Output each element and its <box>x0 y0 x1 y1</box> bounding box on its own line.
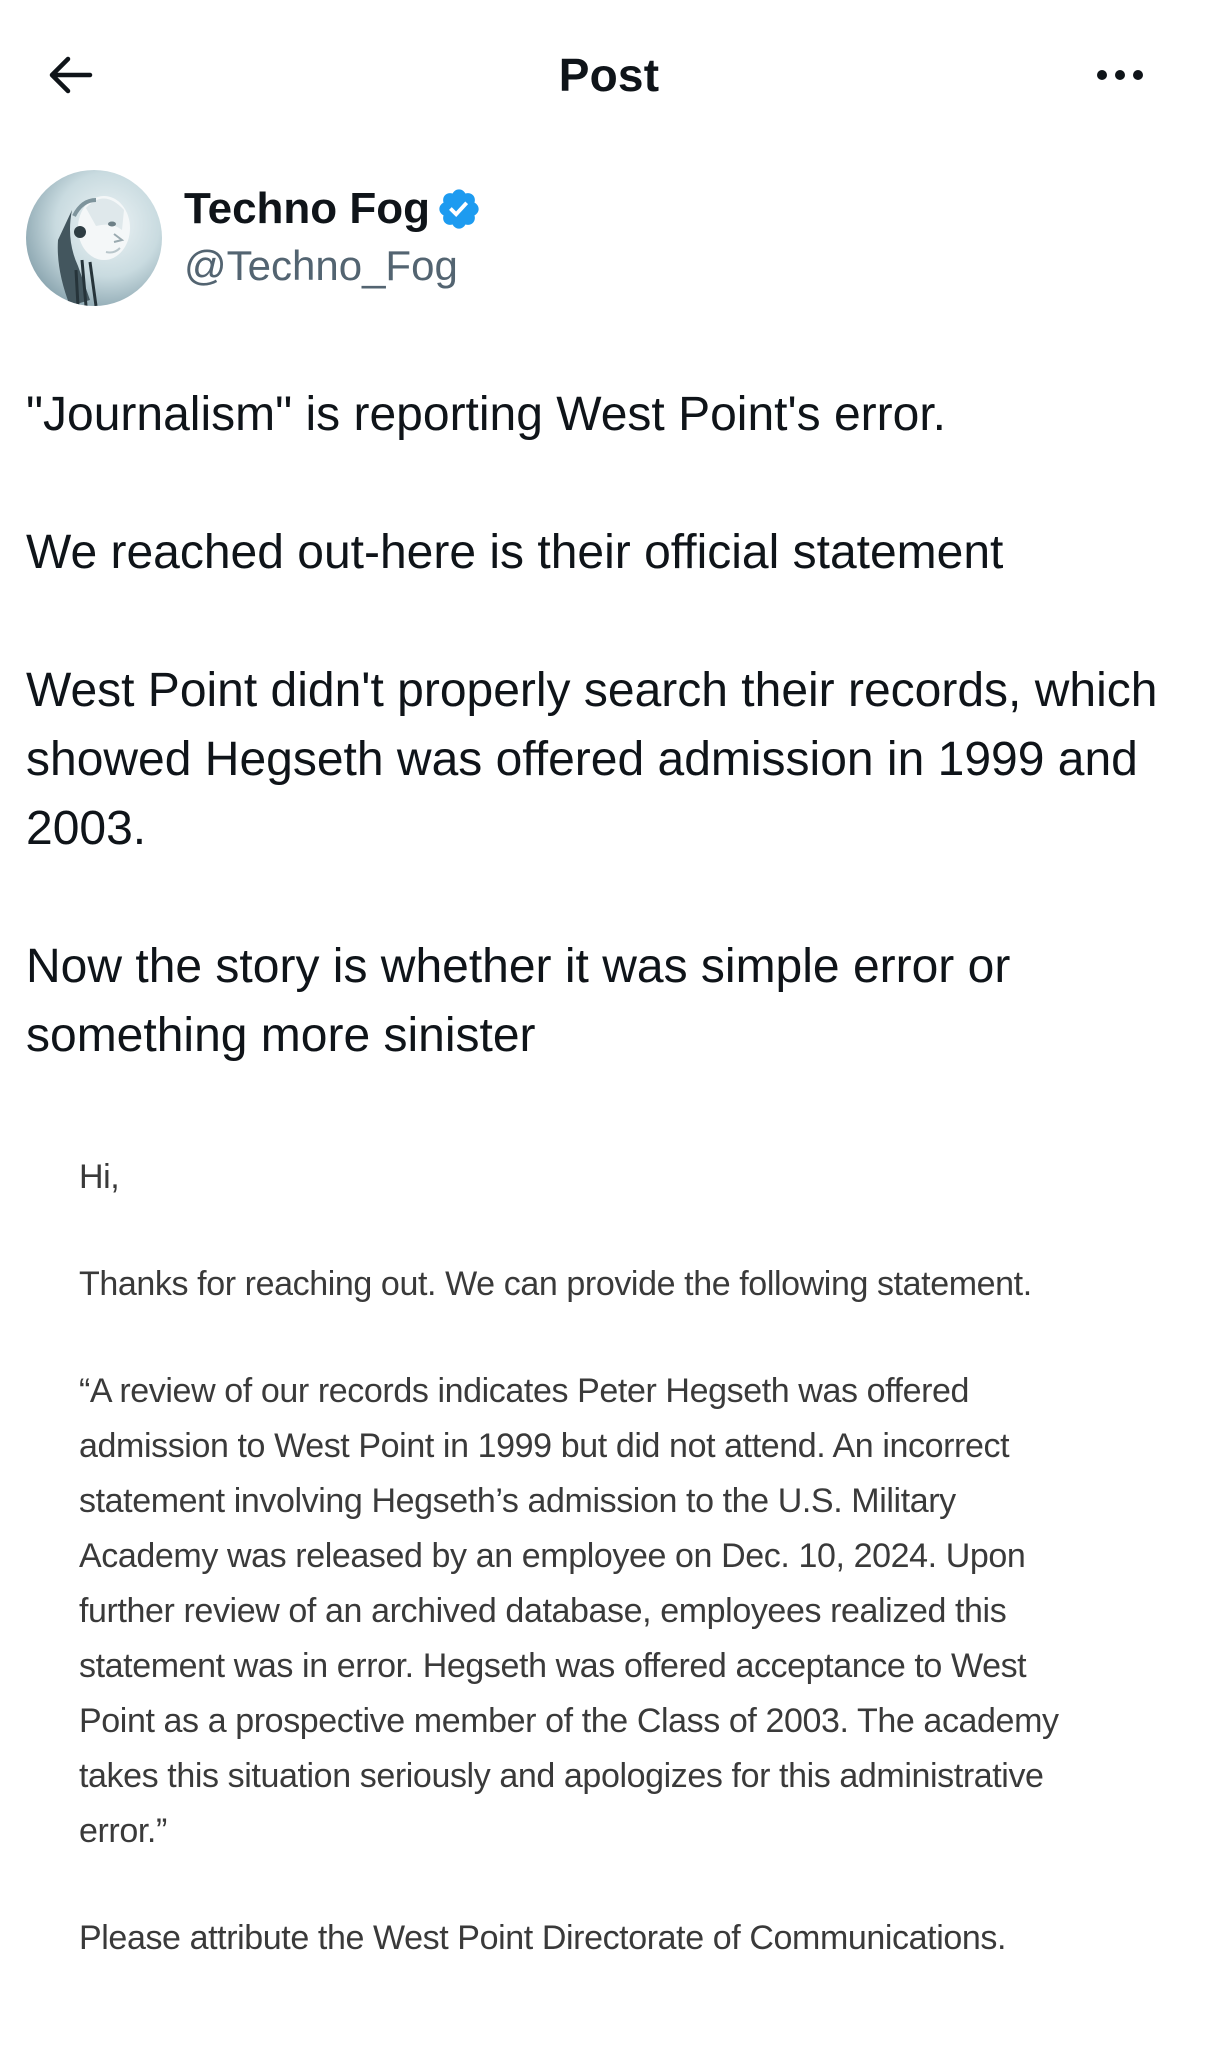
quote-line: further review of an archived database, employees realized this <box>79 1592 1007 1630</box>
tweet-paragraph: West Point didn't properly search their records, which showed Hegseth was offered admission in 1999 and 2003. <box>26 664 1158 855</box>
author-header <box>26 170 826 310</box>
tweet-paragraph: Now the story is whether it was simple error or something more sinister <box>26 940 1011 1062</box>
letter-quote <box>79 1364 1189 1859</box>
avatar[interactable] <box>26 170 162 306</box>
quote-line: “A review of our records indicates Peter Hegseth was offered <box>79 1372 970 1410</box>
quote-line: error.” <box>79 1812 167 1850</box>
tweet-text <box>26 380 1196 1070</box>
robot-face-avatar-image <box>26 170 162 306</box>
quote-line: statement was in error. Hegseth was offered acceptance to West <box>79 1647 1027 1685</box>
more-horizontal-icon <box>1096 68 1144 82</box>
quote-line: statement involving Hegseth’s admission to the U.S. Military <box>79 1482 956 1520</box>
quote-line: Academy was released by an employee on Dec. 10, 2024. Upon <box>79 1537 1026 1575</box>
user-handle[interactable]: @Techno_Fog <box>184 242 458 289</box>
tweet-paragraph: We reached out-here is their official statement <box>26 526 1004 579</box>
quote-line: admission to West Point in 1999 but did not attend. An incorrect <box>79 1427 1010 1465</box>
attached-image[interactable] <box>26 1100 1196 2040</box>
more-options-button[interactable] <box>1085 50 1155 100</box>
top-bar <box>0 0 1218 150</box>
quote-line: Point as a prospective member of the Class of 2003. The academy <box>79 1702 1059 1740</box>
verified-badge-icon <box>436 186 482 232</box>
letter-attribution: Please attribute the West Point Directorate of Communications. <box>79 1919 1007 1957</box>
tweet-paragraph: "Journalism" is reporting West Point's error. <box>26 388 947 441</box>
letter-greeting: Hi, <box>79 1158 120 1196</box>
page-title: Post <box>558 49 660 101</box>
statement-letter <box>79 1150 1189 1966</box>
letter-intro: Thanks for reaching out. We can provide the following statement. <box>79 1265 1032 1303</box>
quote-line: takes this situation seriously and apologizes for this administrative <box>79 1757 1044 1795</box>
display-name[interactable]: Techno Fog <box>184 184 431 233</box>
